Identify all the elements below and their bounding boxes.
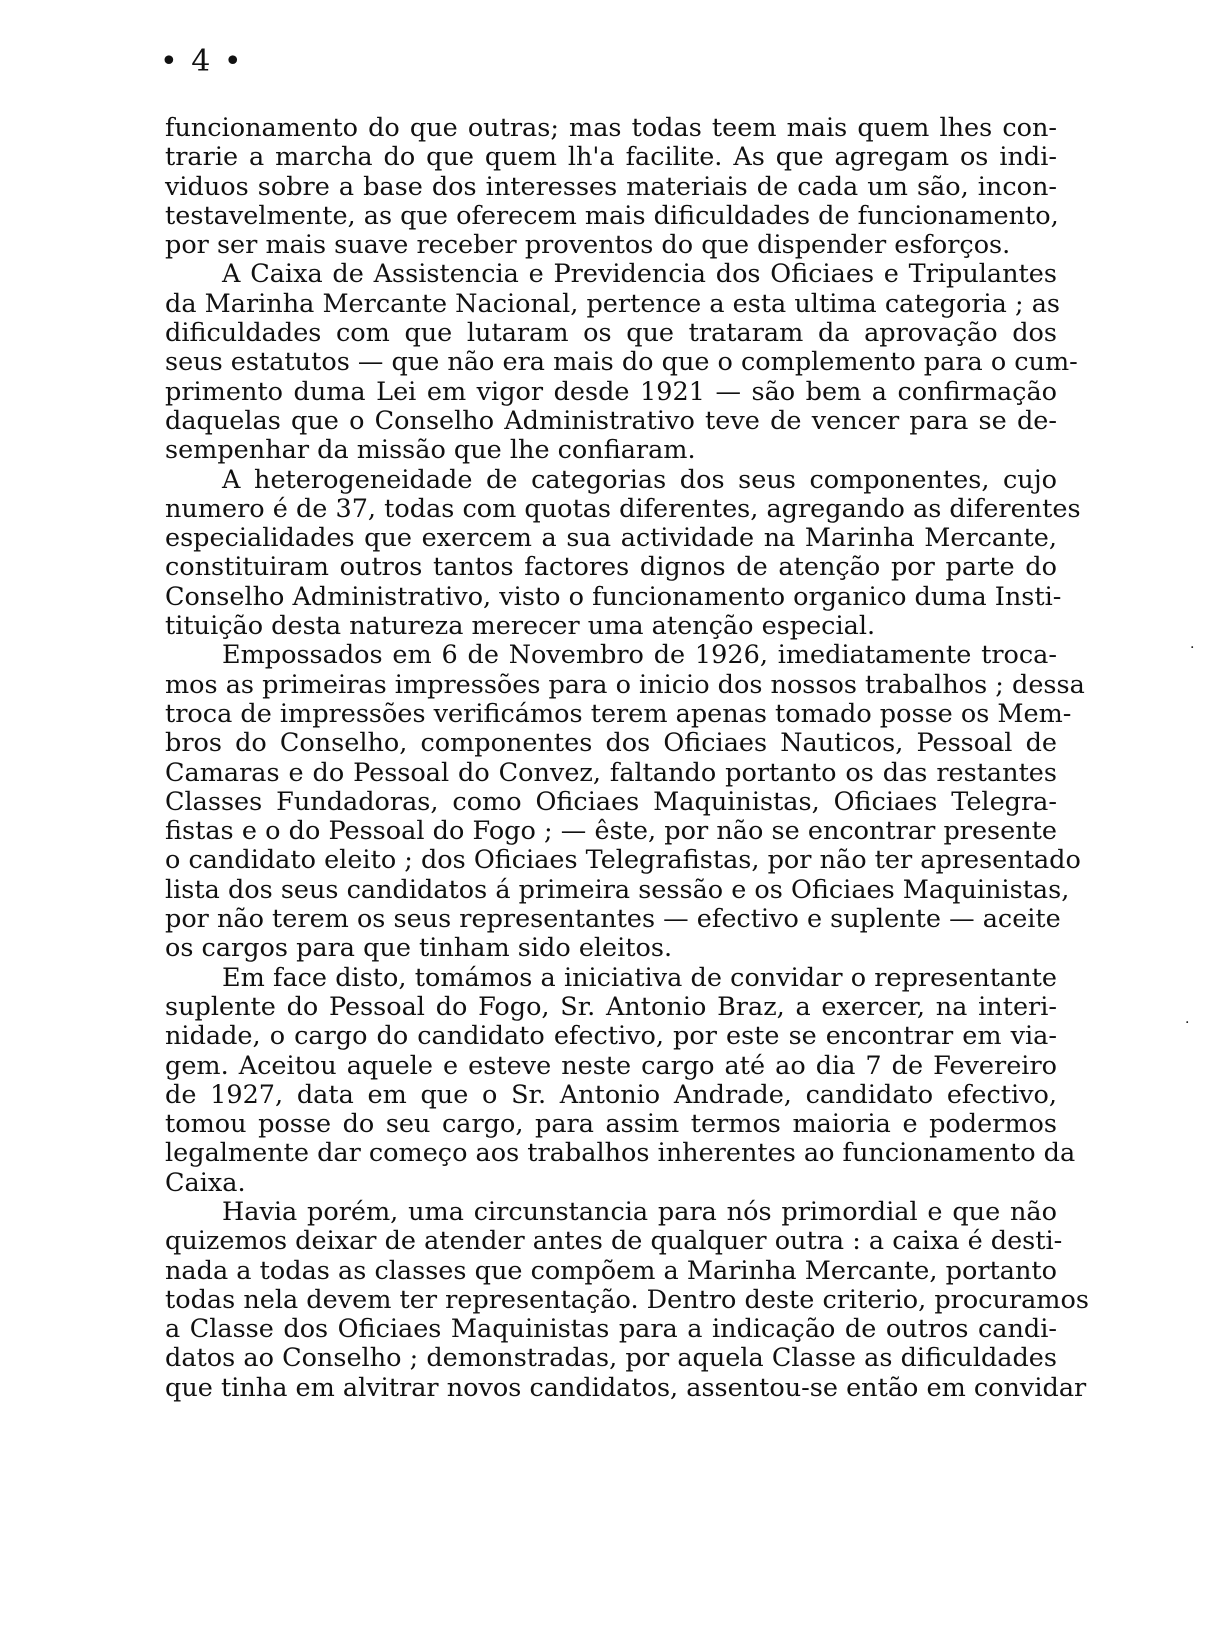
- text-line: os cargos para que tinham sido eleitos.: [165, 933, 673, 964]
- text-line: dificuldades com que lutaram os que trataram da aprovação dos: [165, 318, 1057, 349]
- text-line: por ser mais suave receber proventos do que dispender esforços.: [165, 230, 1011, 261]
- text-line: Classes Fundadoras, como Oficiaes Maquinistas, Oficiaes Telegra-: [165, 786, 1057, 817]
- text-line: mos as primeiras impressões para o inicio dos nossos trabalhos ; dessa: [165, 669, 1085, 700]
- text-line: gem. Aceitou aquele e esteve neste cargo até ao dia 7 de Fevereiro: [165, 1050, 1057, 1081]
- text-line: seus estatutos — que não era mais do que o complemento para o cum-: [165, 347, 1078, 378]
- margin-speck: ·: [1185, 1015, 1190, 1031]
- text-line: quizemos deixar de atender antes de qualquer outra : a caixa é desti-: [165, 1226, 1063, 1257]
- page-number: • 4 •: [160, 44, 244, 79]
- text-line: suplente do Pessoal do Fogo, Sr. Antonio Braz, a exercer, na interi-: [165, 991, 1057, 1022]
- body-text: [165, 113, 1089, 1403]
- text-line: funcionamento do que outras; mas todas teem mais quem lhes con-: [165, 113, 1057, 143]
- text-line: datos ao Conselho ; demonstradas, por aquela Classe as dificuldades: [165, 1343, 1057, 1374]
- paragraph-first-line: Em face disto, tomámos a iniciativa de convidar o representante: [222, 962, 1057, 993]
- text-line: testavelmente, as que oferecem mais dificuldades de funcionamento,: [165, 200, 1059, 231]
- text-line: Camaras e do Pessoal do Convez, faltando portanto os das restantes: [165, 757, 1057, 788]
- text-line: por não terem os seus representantes — efectivo e suplente — aceite: [165, 904, 1061, 935]
- text-line: lista dos seus candidatos á primeira sessão e os Oficiaes Maquinistas,: [165, 874, 1070, 905]
- text-line: daquelas que o Conselho Administrativo teve de vencer para se de-: [165, 405, 1057, 436]
- paragraph-first-line: A heterogeneidade de categorias dos seus componentes, cujo: [222, 464, 1057, 495]
- text-line: especialidades que exercem a sua actividade na Marinha Mercante,: [165, 523, 1057, 554]
- text-line: trarie a marcha do que quem lh'a facilite. As que agregam os indi-: [165, 142, 1057, 173]
- text-line: troca de impressões verificámos terem apenas tomado posse os Mem-: [165, 698, 1072, 729]
- paragraph-first-line: A Caixa de Assistencia e Previdencia dos Oficiaes e Tripulantes: [222, 259, 1057, 290]
- text-line: tituição desta natureza merecer uma atenção especial.: [165, 611, 876, 642]
- text-line: primento duma Lei em vigor desde 1921 — são bem a confirmação: [165, 376, 1057, 407]
- text-line: o candidato eleito ; dos Oficiaes Telegrafistas, por não ter apresentado: [165, 845, 1081, 876]
- text-line: legalmente dar começo aos trabalhos inherentes ao funcionamento da: [165, 1138, 1076, 1169]
- text-line: fistas e o do Pessoal do Fogo ; — êste, por não se encontrar presente: [165, 816, 1057, 847]
- text-line: a Classe dos Oficiaes Maquinistas para a indicação de outros candi-: [165, 1314, 1057, 1345]
- text-line: numero é de 37, todas com quotas diferentes, agregando as diferentes: [165, 493, 1081, 524]
- text-line: Conselho Administrativo, visto o funcionamento organico duma Insti-: [165, 581, 1062, 612]
- text-line: nidade, o cargo do candidato efectivo, por este se encontrar em via-: [165, 1021, 1057, 1052]
- text-line: de 1927, data em que o Sr. Antonio Andrade, candidato efectivo,: [165, 1079, 1057, 1110]
- paragraph-first-line: Empossados em 6 de Novembro de 1926, imediatamente troca-: [222, 640, 1057, 671]
- text-line: que tinha em alvitrar novos candidatos, assentou-se então em convidar: [165, 1372, 1087, 1403]
- text-line: sempenhar da missão que lhe confiaram.: [165, 435, 696, 466]
- text-line: Caixa.: [165, 1167, 246, 1198]
- text-line: todas nela devem ter representação. Dentro deste criterio, procuramos: [165, 1284, 1089, 1315]
- text-line: constituiram outros tantos factores dignos de atenção por parte do: [165, 552, 1057, 583]
- paragraph-first-line: Havia porém, uma circunstancia para nós primordial e que não: [222, 1196, 1057, 1227]
- text-line: tomou posse do seu cargo, para assim termos maioria e podermos: [165, 1109, 1057, 1140]
- text-line: da Marinha Mercante Nacional, pertence a esta ultima categoria ; as: [165, 288, 1060, 319]
- text-line: viduos sobre a base dos interesses materiais de cada um são, incon-: [165, 171, 1057, 202]
- text-line: nada a todas as classes que compõem a Marinha Mercante, portanto: [165, 1255, 1057, 1286]
- text-line: bros do Conselho, componentes dos Oficiaes Nauticos, Pessoal de: [165, 728, 1057, 759]
- margin-speck: ·: [1190, 640, 1195, 656]
